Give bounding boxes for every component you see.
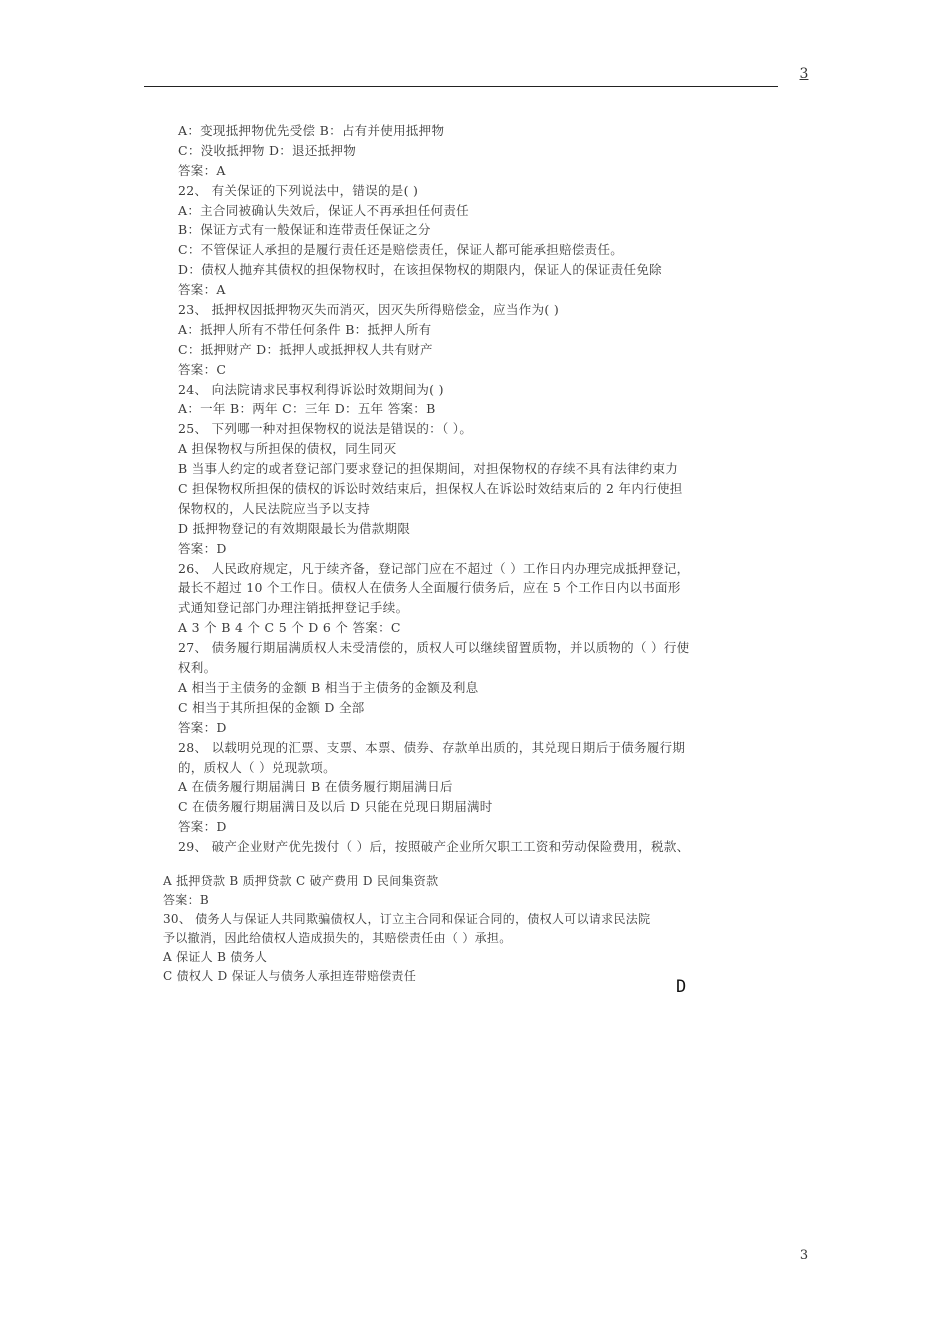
text-line: A：抵押人所有不带任何条件 B：抵押人所有	[178, 321, 432, 337]
text-line: D 抵押物登记的有效期限最长为借款期限	[178, 520, 411, 536]
text-line: B 当事人约定的或者登记部门要求登记的担保期间，对担保物权的存续不具有法律约束力	[178, 461, 679, 477]
text-line: 最长不超过 10 个工作日。债权人在债务人全面履行债务后，应在 5 个工作日内以书面形	[178, 580, 681, 596]
text-line: 答案：D	[178, 540, 227, 556]
text-line: 29、 破产企业财产优先拨付（ ）后，按照破产企业所欠职工工资和劳动保险费用，税款、	[178, 839, 690, 855]
text-line: 27、 债务履行期届满质权人未受清偿的，质权人可以继续留置质物，并以质物的（ ）行使	[178, 640, 690, 656]
text-line: 22、 有关保证的下列说法中，错误的是( )	[178, 182, 419, 198]
text-line: C 在债务履行期届满日及以后 D 只能在兑现日期届满时	[178, 799, 493, 815]
text-line: 答案：D	[178, 819, 227, 835]
text-line: B：保证方式有一般保证和连带责任保证之分	[178, 222, 431, 238]
header-page-number: 3	[799, 66, 809, 82]
question-text-block-2	[163, 872, 703, 986]
text-line: A 相当于主债务的金额 B 相当于主债务的金额及利息	[178, 679, 479, 695]
text-line: 答案：B	[163, 893, 210, 907]
text-line: A：一年 B：两年 C：三年 D：五年 答案：B	[178, 401, 436, 417]
text-line: A 保证人 B 债务人	[163, 950, 268, 964]
header-rule	[144, 86, 778, 87]
text-line: C：没收抵押物 D：退还抵押物	[178, 142, 357, 158]
footer-page-number: 3	[799, 1248, 809, 1263]
text-line: 权利。	[178, 660, 217, 676]
text-line: 保物权的，人民法院应当予以支持	[178, 500, 371, 516]
text-line: D：债权人抛弃其债权的担保物权时，在该担保物权的期限内，保证人的保证责任免除	[178, 262, 662, 278]
text-line: 答案：D	[178, 719, 227, 735]
text-line: 26、 人民政府规定，凡于续齐备，登记部门应在不超过（ ）工作日内办理完成抵押登记，	[178, 560, 690, 576]
text-line: 答案：A	[178, 282, 226, 298]
text-line: 25、 下列哪一种对担保物权的说法是错误的：（ ）。	[178, 421, 473, 437]
text-line: 30、 债务人与保证人共同欺骗债权人，订立主合同和保证合同的，债权人可以请求民法院	[163, 912, 651, 926]
text-line: C 相当于其所担保的金额 D 全部	[178, 699, 365, 715]
text-line: 式通知登记部门办理注销抵押登记手续。	[178, 600, 409, 616]
text-line: C：抵押财产 D：抵押人或抵押权人共有财产	[178, 341, 433, 357]
text-line: 答案：A	[178, 162, 226, 178]
text-line: C 担保物权所担保的债权的诉讼时效结束后，担保权人在诉讼时效结束后的 2 年内行使担	[178, 481, 683, 497]
text-line: 24、 向法院请求民事权利得诉讼时效期间为( )	[178, 381, 444, 397]
question-text-block-1	[178, 121, 718, 857]
text-line: C：不管保证人承担的是履行责任还是赔偿责任，保证人都可能承担赔偿责任。	[178, 242, 624, 258]
text-line: A 3 个 B 4 个 C 5 个 D 6 个 答案：C	[178, 620, 401, 636]
text-line: A：变现抵押物优先受偿 B：占有并使用抵押物	[178, 123, 445, 138]
text-line: 28、 以载明兑现的汇票、支票、本票、债券、存款单出质的，其兑现日期后于债务履行期	[178, 739, 686, 755]
text-line: A 在债务履行期届满日 B 在债务履行期届满日后	[178, 779, 453, 795]
text-line: 23、 抵押权因抵押物灭失而消灭，因灭失所得赔偿金，应当作为( )	[178, 302, 560, 318]
text-line: 答案：C	[178, 361, 227, 377]
text-line: C 债权人 D 保证人与债务人承担连带赔偿责任	[163, 969, 417, 983]
text-line: A 担保物权与所担保的债权，同生同灭	[178, 441, 397, 457]
text-line: 予以撤消，因此给债权人造成损失的，其赔偿责任由（ ）承担。	[163, 931, 512, 945]
answer-letter: D	[676, 977, 687, 997]
text-line: A：主合同被确认失效后，保证人不再承担任何责任	[178, 202, 469, 218]
text-line: A 抵押贷款 B 质押贷款 C 破产费用 D 民间集资款	[163, 874, 439, 888]
text-line: 的，质权人（ ）兑现款项。	[178, 759, 336, 775]
